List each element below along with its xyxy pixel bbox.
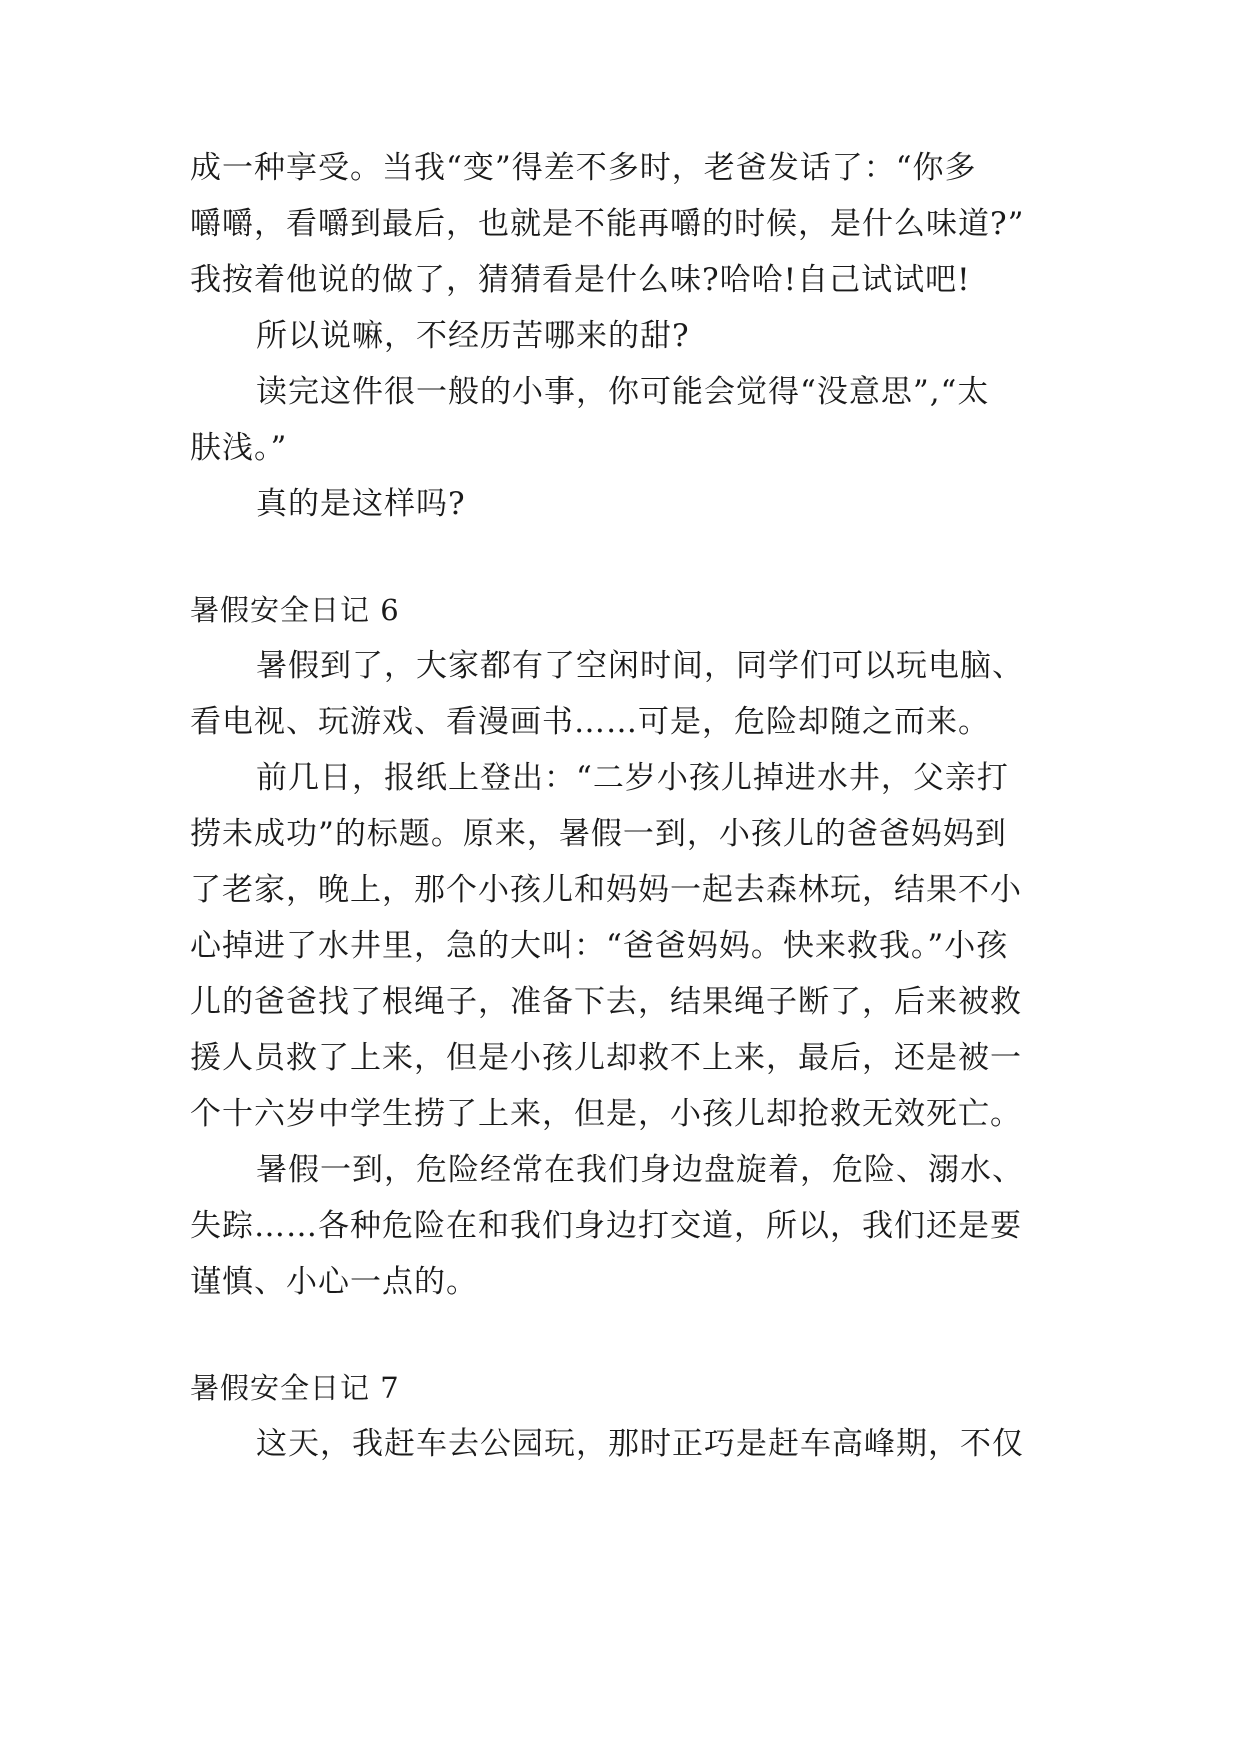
text-line: 这天，我赶车去公园玩，那时正巧是赶车高峰期，不仅	[256, 1426, 1024, 1462]
text-line: 所以说嘛，不经历苦哪来的甜?	[256, 318, 690, 354]
text-line: 暑假一到，危险经常在我们身边盘旋着，危险、溺水、	[256, 1152, 1024, 1188]
section-heading: 暑假安全日记 7	[190, 1371, 400, 1405]
text-line: 援人员救了上来，但是小孩儿却救不上来，最后，还是被一	[190, 1040, 1022, 1076]
text-line: 失踪……各种危险在和我们身边打交道，所以，我们还是要	[190, 1208, 1022, 1244]
text-line: 嚼嚼，看嚼到最后，也就是不能再嚼的时候，是什么味道?”	[190, 206, 1025, 242]
text-line: 看电视、玩游戏、看漫画书……可是，危险却随之而来。	[190, 704, 990, 740]
text-line: 肤浅。”	[190, 430, 288, 466]
text-line: 读完这件很一般的小事，你可能会觉得“没意思”,“太	[256, 374, 990, 410]
text-line: 真的是这样吗?	[256, 486, 466, 522]
text-line: 暑假到了，大家都有了空闲时间，同学们可以玩电脑、	[256, 648, 1024, 684]
text-line: 心掉进了水井里，急的大叫：“爸爸妈妈。快来救我。”小孩	[190, 928, 1009, 964]
text-line: 捞未成功”的标题。原来，暑假一到，小孩儿的爸爸妈妈到	[190, 816, 1007, 852]
text-line: 我按着他说的做了，猜猜看是什么味?哈哈!自己试试吧!	[190, 262, 971, 298]
text-line: 成一种享受。当我“变”得差不多时，老爸发话了：“你多	[190, 150, 977, 186]
text-line: 了老家，晚上，那个小孩儿和妈妈一起去森林玩，结果不小	[190, 872, 1022, 908]
section-heading: 暑假安全日记 6	[190, 593, 400, 627]
text-line: 谨慎、小心一点的。	[190, 1264, 478, 1300]
text-line: 儿的爸爸找了根绳子，准备下去，结果绳子断了，后来被救	[190, 984, 1022, 1020]
text-line: 前几日，报纸上登出：“二岁小孩儿掉进水井，父亲打	[256, 760, 1009, 796]
text-line: 个十六岁中学生捞了上来，但是，小孩儿却抢救无效死亡。	[190, 1096, 1022, 1132]
